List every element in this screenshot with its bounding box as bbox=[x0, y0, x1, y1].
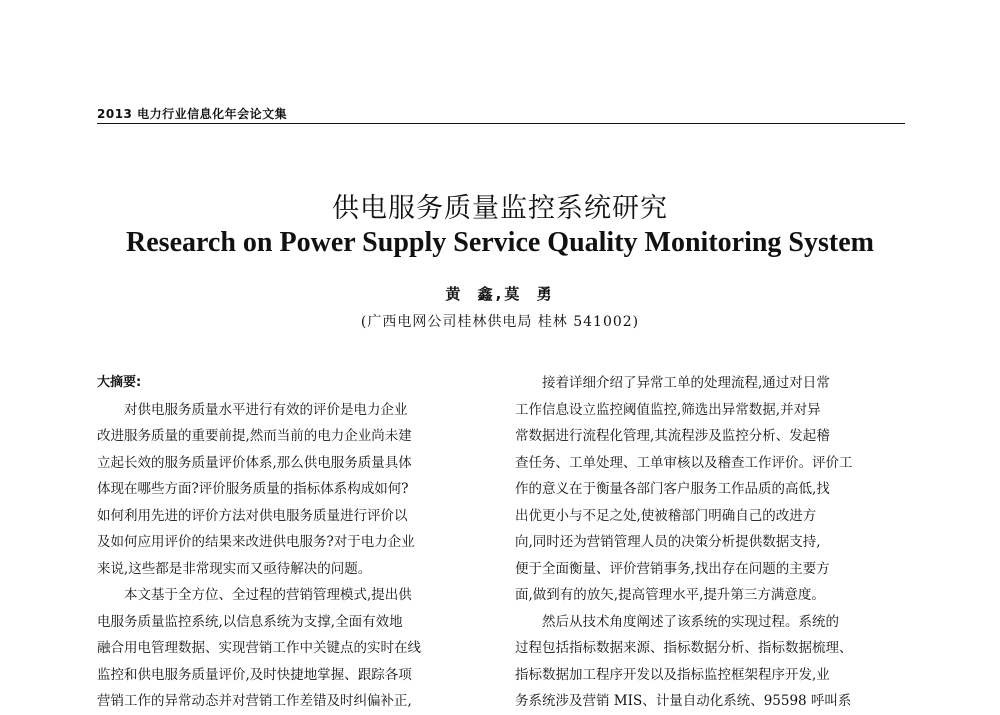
paper-title-english: Research on Power Supply Service Quality Monitoring System bbox=[126, 227, 874, 258]
affiliation: (广西电网公司桂林供电局 桂林 541002) bbox=[360, 314, 640, 330]
text-line: 及如何应用评价的结果来改进供电服务?对于电力企业 bbox=[97, 534, 415, 550]
right-column bbox=[515, 370, 907, 715]
text-line: 立起长效的服务质量评价体系,那么供电服务质量具体 bbox=[97, 454, 412, 471]
text-line: 电服务质量监控系统,以信息系统为支撑,全面有效地 bbox=[97, 613, 403, 630]
text-line: 便于全面衡量、评价营销事务,找出存在问题的主要方 bbox=[515, 560, 830, 577]
text-line: 面,做到有的放矢,提高管理水平,提升第三方满意度。 bbox=[515, 587, 825, 603]
text-line: 本文基于全方位、全过程的营销管理模式,提出供 bbox=[124, 587, 412, 603]
text-line: 出优更小与不足之处,使被稽部门明确自己的改进方 bbox=[515, 507, 817, 524]
text-line: 体现在哪些方面?评价服务质量的指标体系构成如何? bbox=[97, 481, 409, 497]
text-line: 如何利用先进的评价方法对供电服务质量进行评价以 bbox=[97, 507, 408, 524]
text-line: 向,同时还为营销管理人员的决策分析提供数据支持, bbox=[515, 534, 821, 550]
text-line: 营销工作的异常动态并对营销工作差错及时纠偏补正, bbox=[97, 693, 412, 709]
text-line: 工作信息设立监控阈值监控,筛选出异常数据,并对异 bbox=[515, 401, 821, 418]
text-line: 改进服务质量的重要前提,然而当前的电力企业尚未建 bbox=[97, 428, 412, 444]
text-line: 过程包括指标数据来源、指标数据分析、指标数据梳理、 bbox=[515, 640, 853, 656]
paper-title-chinese: 供电服务质量监控系统研究 bbox=[332, 193, 668, 224]
authors: 黄 鑫,莫 勇 bbox=[445, 285, 555, 303]
text-line: 指标数据加工程序开发以及指标监控框架程序开发,业 bbox=[515, 666, 830, 683]
running-header: 2013 电力行业信息化年会论文集 bbox=[97, 107, 288, 121]
header-rule bbox=[97, 123, 905, 124]
text-line: 常数据进行流程化管理,其流程涉及监控分析、发起稽 bbox=[515, 428, 830, 444]
text-line: 对供电服务质量水平进行有效的评价是电力企业 bbox=[124, 401, 408, 418]
text-line: 来说,这些都是非常现实而又亟待解决的问题。 bbox=[97, 560, 372, 577]
left-column bbox=[97, 370, 487, 715]
text-line: 作的意义在于衡量各部门客户服务工作品质的高低,找 bbox=[515, 481, 830, 497]
text-line: 融合用电管理数据、实现营销工作中关键点的实时在线 bbox=[97, 640, 421, 656]
text-line: 监控和供电服务质量评价,及时快捷地掌握、跟踪各项 bbox=[97, 666, 412, 683]
text-line: 接着详细介绍了异常工单的处理流程,通过对日常 bbox=[542, 375, 830, 391]
text-line: 然后从技术角度阐述了该系统的实现过程。系统的 bbox=[542, 613, 839, 630]
text-line: 查任务、工单处理、工单审核以及稽查工作评价。评价工 bbox=[515, 454, 853, 471]
text-line: 务系统涉及营销 MIS、计量自动化系统、95598 呼叫系 bbox=[515, 693, 852, 709]
abstract-label: 大摘要: bbox=[97, 375, 142, 390]
